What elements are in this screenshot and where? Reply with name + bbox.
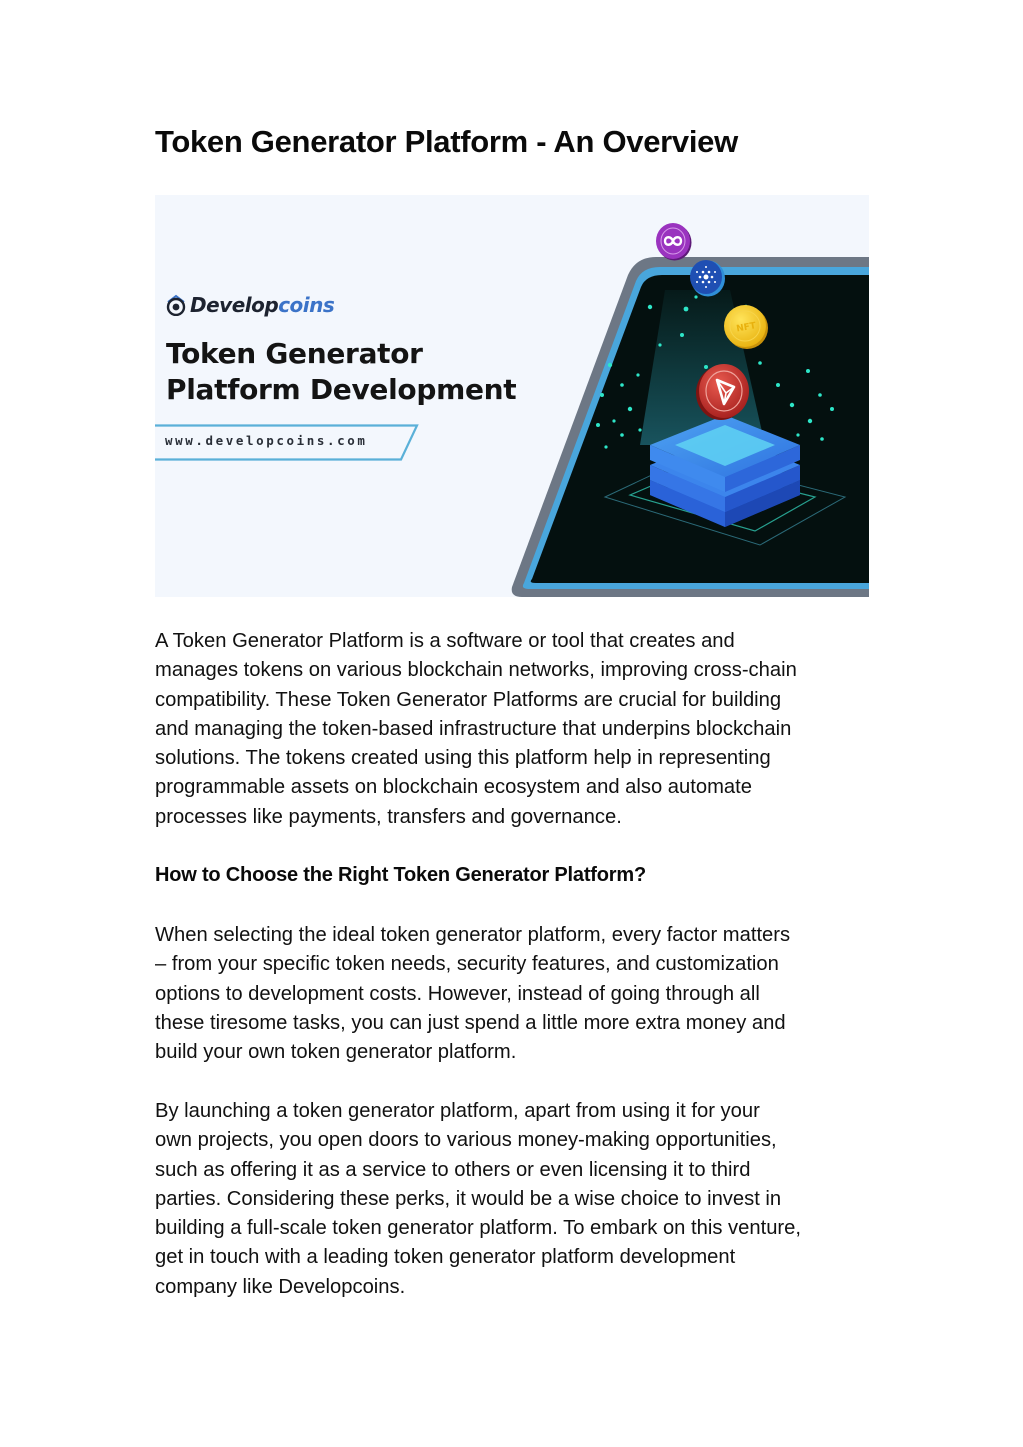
text-line: options to development costs. However, instead of going through all	[155, 982, 760, 1005]
text-line: own projects, you open doors to various money-making opportunities,	[155, 1129, 777, 1152]
text-line: get in touch with a leading token generator platform development	[155, 1246, 736, 1269]
text-line: programmable assets on blockchain ecosystem and also automate	[155, 776, 752, 799]
token-platform-illustration	[510, 195, 869, 597]
banner-heading	[166, 336, 516, 408]
logo-wordmark	[190, 293, 334, 317]
text-line: When selecting the ideal token generator platform, every factor matters	[155, 924, 791, 946]
url-badge	[155, 424, 420, 461]
logo-suffix: coins	[278, 293, 335, 317]
launch-paragraph	[155, 1097, 885, 1302]
banner-image	[155, 195, 869, 597]
intro-paragraph	[155, 627, 885, 832]
text-line: building a full-scale token generator platform. To embark on this venture,	[155, 1217, 801, 1240]
text-line: solutions. The tokens created using this platform help in representing	[155, 747, 771, 770]
svg-text:NFT: NFT	[735, 321, 757, 335]
text-line: and managing the token-based infrastructure that underpins blockchain	[155, 717, 792, 740]
text-line: company like Developcoins.	[155, 1275, 406, 1298]
developcoins-logo	[165, 293, 334, 317]
text-line: build your own token generator platform.	[155, 1041, 517, 1064]
developcoins-logo-icon	[165, 294, 187, 316]
text-line: A Token Generator Platform is a software or tool that creates and	[155, 630, 735, 652]
banner-heading-line2: Platform Development	[166, 373, 517, 406]
selection-paragraph	[155, 921, 885, 1067]
text-line: such as offering it as a service to others or even licensing it to third	[155, 1158, 751, 1181]
document-title: Token Generator Platform - An Overview	[155, 124, 738, 159]
section-heading: How to Choose the Right Token Generator Platform?	[155, 864, 646, 886]
text-line: manages tokens on various blockchain networks, improving cross-chain	[155, 659, 797, 682]
banner-heading-line1: Token Generator	[166, 337, 423, 370]
text-line: By launching a token generator platform, apart from using it for your	[155, 1100, 760, 1122]
text-line: compatibility. These Token Generator Platforms are crucial for building	[155, 688, 782, 711]
text-line: parties. Considering these perks, it would be a wise choice to invest in	[155, 1187, 782, 1210]
logo-prefix: Develop	[190, 293, 279, 317]
text-line: – from your specific token needs, security features, and customization	[155, 953, 779, 976]
website-url: www.developcoins.com	[165, 433, 368, 448]
text-line: processes like payments, transfers and governance.	[155, 805, 622, 828]
text-line: these tiresome tasks, you can just spend a little more extra money and	[155, 1011, 786, 1034]
